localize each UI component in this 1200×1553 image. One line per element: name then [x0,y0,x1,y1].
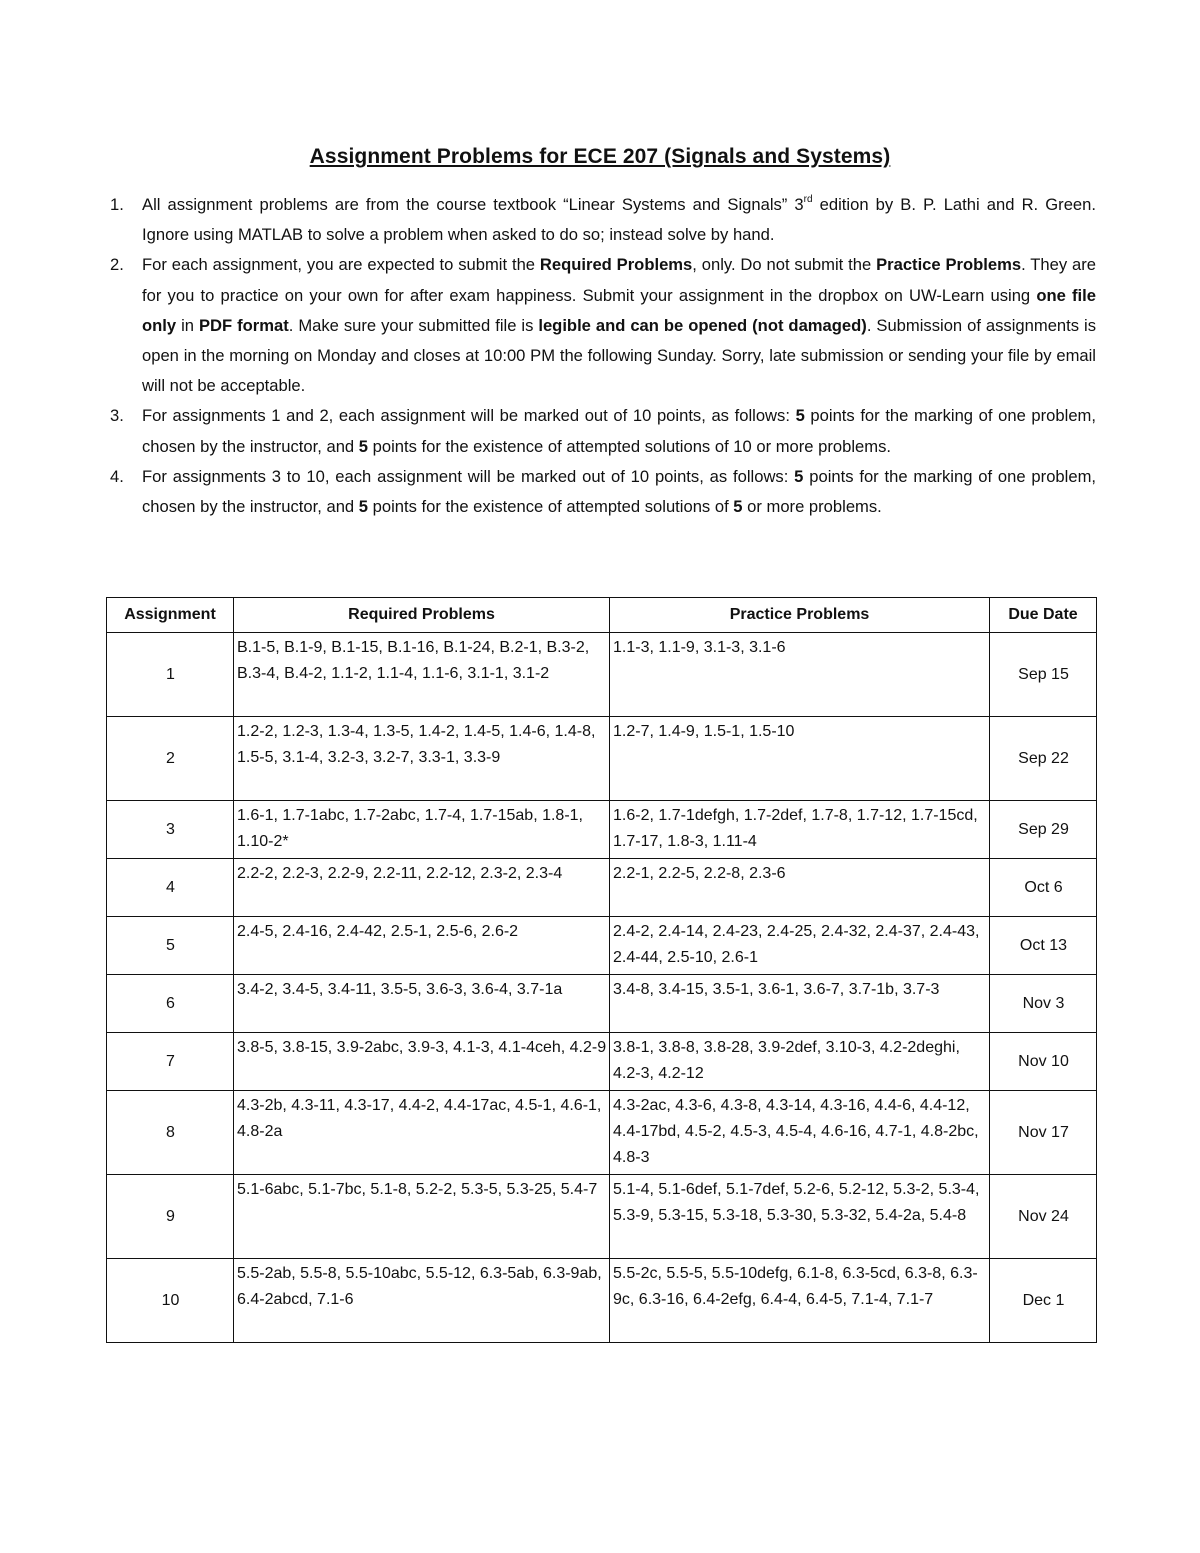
due-date-cell: Sep 15 [990,633,1097,717]
due-date-cell: Nov 17 [990,1091,1097,1175]
practice-problems-cell: 1.1-3, 1.1-9, 3.1-3, 3.1-6 [610,633,990,717]
assignment-number-cell: 10 [107,1259,234,1343]
required-problems-cell: 4.3-2b, 4.3-11, 4.3-17, 4.4-2, 4.4-17ac, 4.5-1, 4.6-1, 4.8-2a [234,1091,610,1175]
required-problems-cell: 1.2-2, 1.2-3, 1.3-4, 1.3-5, 1.4-2, 1.4-5, 1.4-6, 1.4-8, 1.5-5, 3.1-4, 3.2-3, 3.2-7, 3.3-1, 3.3-9 [234,717,610,801]
practice-problems-cell: 1.6-2, 1.7-1defgh, 1.7-2def, 1.7-8, 1.7-12, 1.7-15cd, 1.7-17, 1.8-3, 1.11-4 [610,801,990,859]
due-date-cell: Dec 1 [990,1259,1097,1343]
practice-problems-cell: 2.4-2, 2.4-14, 2.4-23, 2.4-25, 2.4-32, 2.4-37, 2.4-43, 2.4-44, 2.5-10, 2.6-1 [610,917,990,975]
practice-problems-cell: 5.1-4, 5.1-6def, 5.1-7def, 5.2-6, 5.2-12, 5.3-2, 5.3-4, 5.3-9, 5.3-15, 5.3-18, 5.3-30, 5.3-32, 5.4-2a, 5.4-8 [610,1175,990,1259]
practice-problems-cell: 3.8-1, 3.8-8, 3.8-28, 3.9-2def, 3.10-3, 4.2-2deghi, 4.2-3, 4.2-12 [610,1033,990,1091]
rule-text: . They are for you to practice on your own for after exam happiness. Submit your assignment in the dropbox on UW-Learn using [142,255,1097,305]
assignment-number-cell: 2 [107,717,234,801]
practice-problems-cell: 1.2-7, 1.4-9, 1.5-1, 1.5-10 [610,717,990,801]
rule-text: in [176,315,199,335]
table-row [107,1175,1097,1259]
page-title: Assignment Problems for ECE 207 (Signals and Systems) [309,145,891,168]
table-header-row [107,598,1097,633]
required-problems-cell: 1.6-1, 1.7-1abc, 1.7-2abc, 1.7-4, 1.7-15ab, 1.8-1, 1.10-2* [234,801,610,859]
rule-text: points for the existence of attempted solutions of [368,497,734,517]
required-problems-cell: 2.4-5, 2.4-16, 2.4-42, 2.5-1, 2.5-6, 2.6-2 [234,917,610,975]
rule-text-bold: 5 [794,466,804,486]
rule-text-bold: PDF format [198,315,289,335]
assignment-number-cell: 1 [107,633,234,717]
rule-text-bold: 5 [358,497,369,517]
due-date-cell: Nov 24 [990,1175,1097,1259]
table-row [107,859,1097,917]
rule-item [104,250,1096,401]
required-problems-cell: 5.1-6abc, 5.1-7bc, 5.1-8, 5.2-2, 5.3-5, 5.3-25, 5.4-7 [234,1175,610,1259]
due-date-cell: Sep 29 [990,801,1097,859]
practice-problems-cell: 4.3-2ac, 4.3-6, 4.3-8, 4.3-14, 4.3-16, 4.4-6, 4.4-12, 4.4-17bd, 4.5-2, 4.5-3, 4.5-4, 4.6-16, 4.7-1, 4.8-2bc, 4.8-3 [610,1091,990,1175]
header-practice-problems: Practice Problems [610,598,990,633]
rule-text: . Submission of assignments is open in the morning on Monday and closes at 10:00 PM the following Sunday. Sorry, late submission or sending your file by email will not be acceptable. [142,315,1096,396]
rule-item [104,401,1096,461]
rule-text: rd [803,194,813,206]
assignment-number-cell: 6 [107,975,234,1033]
rule-text: . Make sure your submitted file is [288,315,539,335]
assignment-table [106,597,1097,1343]
rule-number: 3. [110,406,124,426]
table-body [107,633,1097,1343]
header-assignment: Assignment [107,598,234,633]
rule-text-bold: 5 [358,436,369,456]
table-row [107,1259,1097,1343]
table-row [107,717,1097,801]
rule-text-bold: 5 [795,406,805,426]
table-row [107,1091,1097,1175]
assignment-number-cell: 9 [107,1175,234,1259]
rule-text: For assignments 3 to 10, each assignment will be marked out of 10 points, as follows: [142,466,795,486]
required-problems-cell: 3.8-5, 3.8-15, 3.9-2abc, 3.9-3, 4.1-3, 4.1-4ceh, 4.2-9 [234,1033,610,1091]
header-due-date: Due Date [990,598,1097,633]
assignment-number-cell: 8 [107,1091,234,1175]
table-row [107,801,1097,859]
rule-text: For each assignment, you are expected to submit the [142,255,540,275]
rule-item [104,190,1096,250]
required-problems-cell: 2.2-2, 2.2-3, 2.2-9, 2.2-11, 2.2-12, 2.3-2, 2.3-4 [234,859,610,917]
assignment-number-cell: 7 [107,1033,234,1091]
table-row [107,975,1097,1033]
assignment-number-cell: 3 [107,801,234,859]
rule-number: 4. [110,466,124,486]
rules-list [104,190,1096,522]
rule-text: , only. Do not submit the [692,255,877,275]
required-problems-cell: 3.4-2, 3.4-5, 3.4-11, 3.5-5, 3.6-3, 3.6-4, 3.7-1a [234,975,610,1033]
rule-text-bold: Practice Problems [876,255,1022,275]
practice-problems-cell: 3.4-8, 3.4-15, 3.5-1, 3.6-1, 3.6-7, 3.7-1b, 3.7-3 [610,975,990,1033]
rule-number: 2. [110,255,124,275]
rule-text-bold: legible and can be opened (not damaged) [538,315,867,335]
due-date-cell: Nov 10 [990,1033,1097,1091]
required-problems-cell: B.1-5, B.1-9, B.1-15, B.1-16, B.1-24, B.2-1, B.3-2, B.3-4, B.4-2, 1.1-2, 1.1-4, 1.1-6, 3.1-1, 3.1-2 [234,633,610,717]
rule-text: points for the marking of one problem, chosen by the instructor, and [142,406,1096,456]
assignment-number-cell: 5 [107,917,234,975]
table-row [107,917,1097,975]
rule-text-bold: 5 [733,497,743,517]
assignment-number-cell: 4 [107,859,234,917]
header-required-problems: Required Problems [234,598,610,633]
rule-text: points for the existence of attempted solutions of 10 or more problems. [368,436,891,456]
rule-number: 1. [110,195,124,214]
rule-text: points for the marking of one problem, chosen by the instructor, and [142,466,1096,517]
due-date-cell: Oct 6 [990,859,1097,917]
required-problems-cell: 5.5-2ab, 5.5-8, 5.5-10abc, 5.5-12, 6.3-5ab, 6.3-9ab, 6.4-2abcd, 7.1-6 [234,1259,610,1343]
rule-text: For assignments 1 and 2, each assignment will be marked out of 10 points, as follows: [142,406,796,426]
table-row [107,633,1097,717]
rule-text: or more problems. [742,497,882,517]
rule-text-bold: one file only [142,285,1096,335]
rule-text: All assignment problems are from the course textbook “Linear Systems and Signals” 3 [142,195,804,214]
rule-item [104,462,1096,522]
rule-text-bold: Required Problems [539,255,693,275]
practice-problems-cell: 5.5-2c, 5.5-5, 5.5-10defg, 6.1-8, 6.3-5cd, 6.3-8, 6.3-9c, 6.3-16, 6.4-2efg, 6.4-4, 6.4-5, 7.1-4, 7.1-7 [610,1259,990,1343]
due-date-cell: Nov 3 [990,975,1097,1033]
due-date-cell: Sep 22 [990,717,1097,801]
practice-problems-cell: 2.2-1, 2.2-5, 2.2-8, 2.3-6 [610,859,990,917]
rule-text: edition by B. P. Lathi and R. Green. Ignore using MATLAB to solve a problem when asked to do so; instead solve by hand. [142,195,1096,245]
due-date-cell: Oct 13 [990,917,1097,975]
table-row [107,1033,1097,1091]
